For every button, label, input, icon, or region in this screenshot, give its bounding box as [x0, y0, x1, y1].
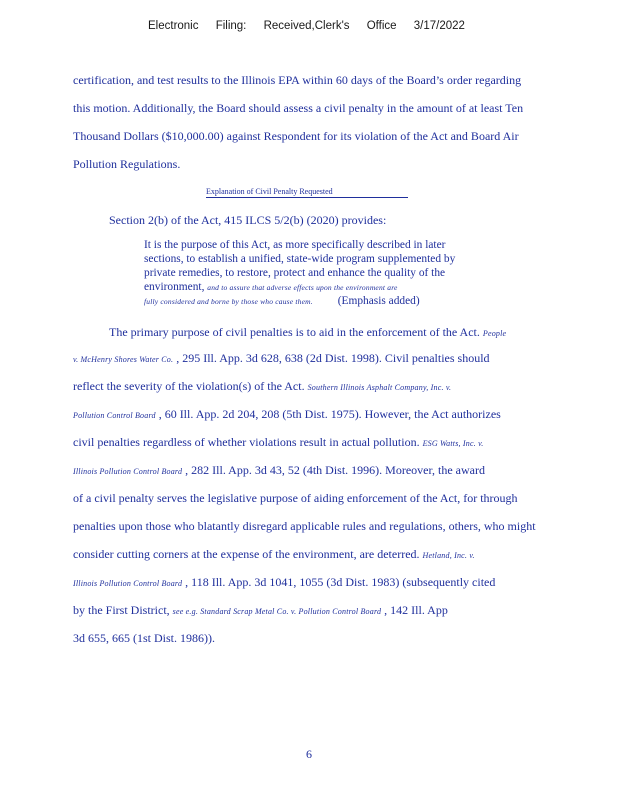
para2-line7: of a civil penalty serves the legislative purpose of aiding enforcement of the Act, for through: [73, 491, 518, 505]
para2-line1: [109, 324, 574, 342]
section-intro: Section 2(b) of the Act, 415 ILCS 5/2(b) (2020) provides:: [109, 213, 387, 227]
para1-line3: Thousand Dollars ($10,000.00) against Respondent for its violation of the Act and Board Air: [73, 129, 519, 143]
quote-emphasis-2: fully considered and borne by those who cause them.: [144, 297, 313, 306]
para2-line9: [73, 546, 574, 564]
header-filing: Filing:: [215, 20, 247, 32]
cite-southern-illinois: Southern Illinois Asphalt Company, Inc. v.: [307, 383, 452, 392]
para2-line10: [73, 574, 574, 592]
para2-line5: [73, 434, 574, 452]
cite-ipcb-2: Illinois Pollution Control Board: [73, 579, 183, 588]
para2-line12: 3d 655, 665 (1st Dist. 1986)).: [73, 631, 215, 645]
para2-line10-text: , 118 Ill. App. 3d 1041, 1055 (3d Dist. 1983) (subsequently cited: [185, 575, 496, 589]
quote-emphasis-1: and to assure that adverse effects upon the environment are: [207, 283, 398, 292]
quote-emphasis-note: (Emphasis added): [337, 295, 420, 307]
para2-line2-text: , 295 Ill. App. 3d 628, 638 (2d Dist. 1998). Civil penalties should: [176, 351, 490, 365]
para1-line1: certification, and test results to the Illinois EPA within 60 days of the Board’s order regarding: [73, 73, 522, 87]
para2-line11: [73, 602, 574, 620]
cite-standard-scrap: see e.g. Standard Scrap Metal Co. v. Pollution Control Board: [172, 607, 382, 616]
para2-line9-text: consider cutting corners at the expense of the environment, are deterred.: [73, 547, 420, 561]
quote-line1: It is the purpose of this Act, as more specifically described in later: [144, 239, 446, 251]
quote-line5: [144, 294, 512, 309]
para2-line11-text: by the First District,: [73, 603, 170, 617]
cite-pcb-1: Pollution Control Board: [73, 411, 156, 420]
header-date: 3/17/2022: [413, 20, 465, 32]
para2-line3: [73, 378, 574, 396]
cite-hetland: Hetland, Inc. v.: [422, 551, 475, 560]
cite-esg-watts: ESG Watts, Inc. v.: [422, 439, 484, 448]
header-received: Received,Clerk's: [263, 20, 350, 32]
para2-line11-reporter: , 142 Ill. App: [384, 603, 448, 617]
para2-line3-text: reflect the severity of the violation(s) of the Act.: [73, 379, 305, 393]
para2-line2: [73, 350, 574, 368]
page-number: 6: [306, 747, 312, 761]
para2-line1-text: The primary purpose of civil penalties is to aid in the enforcement of the Act.: [109, 325, 480, 339]
para2-line4: [73, 406, 574, 424]
quote-line4: [144, 280, 512, 295]
para2-line6: [73, 462, 574, 480]
cite-people: People: [482, 329, 507, 338]
header-electronic: Electronic: [148, 20, 199, 32]
section-heading: Explanation of Civil Penalty Requested: [206, 186, 408, 198]
header-office: Office: [366, 20, 397, 32]
electronic-filing-header: [148, 20, 618, 32]
para1-line4: Pollution Regulations.: [73, 157, 181, 171]
quote-environment: environment,: [144, 281, 205, 293]
cite-mchenry: v. McHenry Shores Water Co.: [73, 355, 174, 364]
para2-line8: penalties upon those who blatantly disregard applicable rules and regulations, others, who might: [73, 519, 536, 533]
para1-line2: this motion. Additionally, the Board should assess a civil penalty in the amount of at least Ten: [73, 101, 524, 115]
quote-line3: private remedies, to restore, protect and enhance the quality of the: [144, 267, 446, 279]
para2-line5-text: civil penalties regardless of whether violations result in actual pollution.: [73, 435, 420, 449]
para2-line6-text: , 282 Ill. App. 3d 43, 52 (4th Dist. 1996). Moreover, the award: [185, 463, 485, 477]
para2-line4-text: , 60 Ill. App. 2d 204, 208 (5th Dist. 1975). However, the Act authorizes: [158, 407, 501, 421]
cite-ipcb-1: Illinois Pollution Control Board: [73, 467, 183, 476]
quote-line2: sections, to establish a unified, state-wide program supplemented by: [144, 253, 456, 265]
